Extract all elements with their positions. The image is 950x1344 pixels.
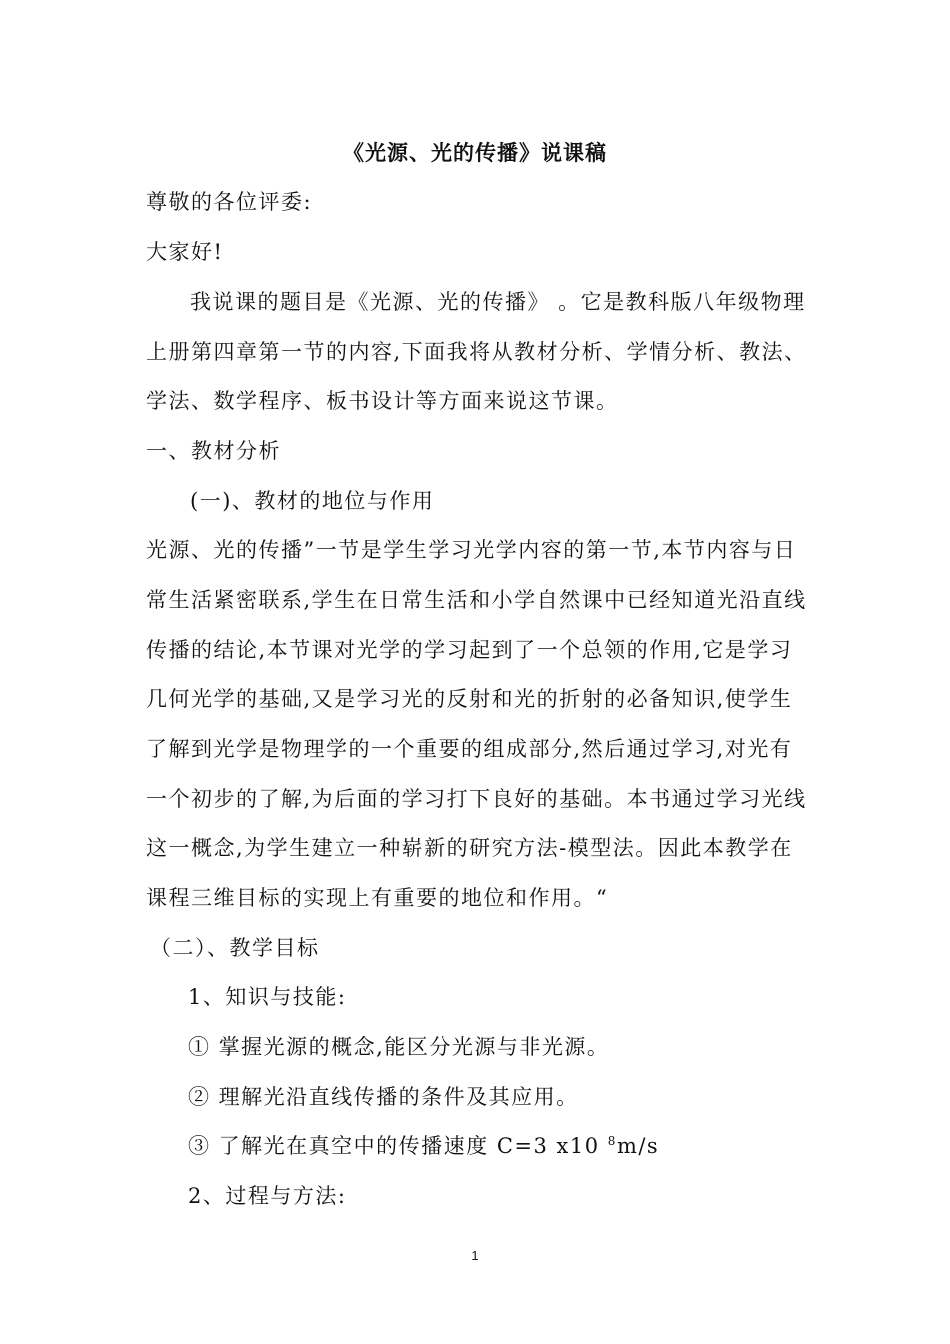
goal-item-1: ① 掌握光源的概念,能区分光源与非光源。 bbox=[188, 1035, 610, 1059]
goal-item-2: ② 理解光沿直线传播的条件及其应用。 bbox=[188, 1085, 579, 1109]
body-paragraph-line-5: 了解到光学是物理学的一个重要的组成部分,然后通过学习,对光有 bbox=[146, 737, 793, 761]
body-paragraph-line-1: 光源、光的传播”一节是学生学习光学内容的第一节,本节内容与日 bbox=[146, 538, 797, 562]
greeting-line: 尊敬的各位评委: bbox=[146, 190, 313, 214]
body-paragraph-line-6: 一个初步的了解,为后面的学习打下良好的基础。本书通过学习光线 bbox=[146, 787, 807, 811]
document-title: 《光源、光的传播》说课稿 bbox=[343, 140, 607, 165]
goal-heading-process-methods: 2、过程与方法: bbox=[188, 1184, 347, 1208]
body-paragraph-line-2: 常生活紧密联系,学生在日常生活和小学自然课中已经知道光沿直线 bbox=[146, 588, 807, 612]
body-paragraph-line-8: 课程三维目标的实现上有重要的地位和作用。“ bbox=[146, 886, 609, 910]
goal-item-3-prefix: ③ 了解光在真空中的传播速度 C=3 x10 bbox=[188, 1134, 608, 1158]
body-paragraph-line-7: 这一概念,为学生建立一种崭新的研究方法-模型法。因此本教学在 bbox=[146, 836, 793, 860]
body-paragraph-line-4: 几何光学的基础,又是学习光的反射和光的折射的必备知识,使学生 bbox=[146, 687, 793, 711]
page-number: 1 bbox=[471, 1248, 479, 1263]
section-heading-teaching-material-analysis: 一、教材分析 bbox=[146, 439, 281, 463]
intro-line-1: 我说课的题目是《光源、光的传播》 。它是教科版八年级物理 bbox=[190, 290, 806, 314]
intro-line-2: 上册第四章第一节的内容,下面我将从教材分析、学情分析、教法、 bbox=[146, 340, 807, 364]
intro-line-3: 学法、数学程序、板书设计等方面来说这节课。 bbox=[146, 389, 619, 413]
subsection-heading-teaching-goals: （二）、教学目标 bbox=[150, 936, 320, 960]
subsection-heading-position-and-role: (一)、教材的地位与作用 bbox=[190, 489, 435, 513]
body-paragraph-line-3: 传播的结论,本节课对光学的学习起到了一个总领的作用,它是学习 bbox=[146, 638, 793, 662]
goal-heading-knowledge-skills: 1、知识与技能: bbox=[188, 985, 347, 1009]
goal-item-3 bbox=[188, 1132, 858, 1160]
hello-line: 大家好! bbox=[146, 240, 224, 264]
goal-item-3-suffix: m/s bbox=[616, 1134, 660, 1158]
goal-item-3-exponent: 8 bbox=[607, 1134, 617, 1148]
